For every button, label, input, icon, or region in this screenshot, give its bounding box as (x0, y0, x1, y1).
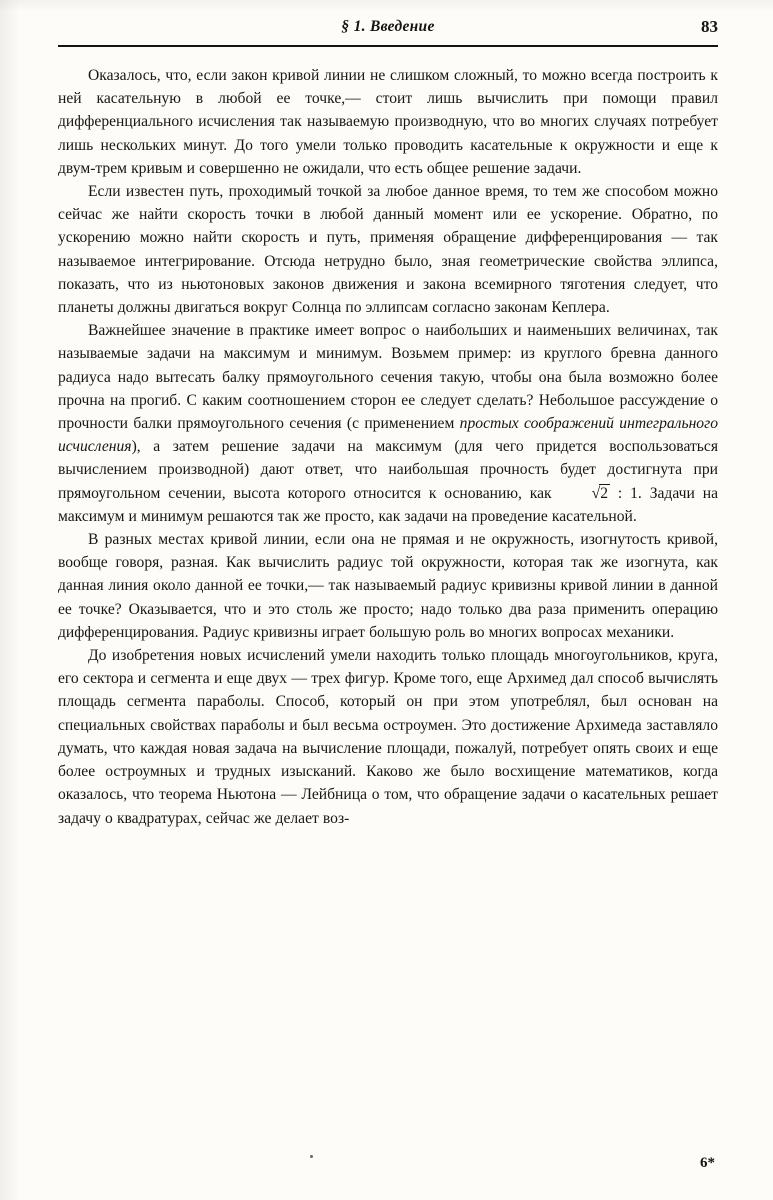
square-root-formula (559, 482, 610, 505)
page-header (58, 18, 718, 40)
paragraph-2: Если известен путь, проходимый точкой за любое данное время, то тем же способом можно сейчас же найти скорость точки в любой данный момент или ее ускорение. Обратно, по ускорению можно найти скорость и путь, применяя обращение дифференцирования — так называемое интегрирование. Отсюда нетрудно было, зная геометрические свойства эллипса, показать, что из ньютоновых законов движения и закона всемирного тяготения следует, что планеты должны двигаться вокруг Солнца по эллипсам согласно законам Кеплера. (58, 183, 718, 317)
running-head: § 1. Введение (341, 18, 435, 35)
paragraph-3-part-3: : 1. Задачи на максимум и минимум решаются так же просто, как задачи на проведение касательной. (58, 484, 718, 525)
page-content (58, 18, 718, 830)
paragraph-3-italic: простых соображений интегрального исчисления (58, 415, 718, 456)
signature-mark: 6* (700, 1155, 715, 1171)
radical-sign: √ (591, 484, 601, 502)
paragraph-4: В разных местах кривой линии, если она не прямая и не окружность, изогнутость кривой, вообще говоря, разная. Как вычислить радиус той окружности, которая так же изогнута, как данная линия около данной ее точки,— так называемый радиус кривизны кривой линии в данной ее точке? Оказывается, что и это столь же просто; надо только два раза применить операцию дифференцирования. Радиус кривизны играет большую роль во многих вопросах механики. (58, 531, 718, 641)
paragraph-1: Оказалось, что, если закон кривой линии не слишком сложный, то можно всегда построить к ней касательную в любой ее точке,— стоит лишь вычислить при помощи правил дифференциального исчисления так называемую производную, что во многих случаях потребует лишь нескольких минут. До того умели только проводить касательные к окружности и еще к двум-трем кривым и совершенно не ожидали, что есть общее решение задачи. (58, 67, 718, 177)
radicand: 2 (600, 484, 609, 502)
header-rule (58, 45, 718, 47)
paragraph-3-part-2: ), а затем решение задачи на максимум (для чего придется воспользоваться вычислением производной) дают ответ, что наибольшая прочность будет достигнута при прямоугольном сечении, высота которого относится к основанию, как (58, 438, 718, 502)
body-text (58, 64, 718, 830)
page-number: 83 (701, 17, 718, 36)
paragraph-3-part-1: Важнейшее значение в практике имеет вопрос о наибольших и наименьших величинах, так называемые задачи на максимум и минимум. Возьмем пример: из круглого бревна данного радиуса надо вытесать балку прямоугольного сечения такую, чтобы она была возможно более прочна на прогиб. С каким соотношением сторон ее следует сделать? Небольшое рассуждение о прочности балки прямоугольного сечения (с применением (58, 322, 718, 433)
footer-dot (310, 1155, 313, 1158)
paragraph-5: До изобретения новых исчислений умели находить только площадь многоугольников, круга, его сектора и сегмента и еще двух — трех фигур. Кроме того, еще Архимед дал способ вычислять площадь сегмента параболы. Способ, который он при этом употреблял, был основан на специальных свойствах параболы и был весьма остроумен. Это достижение Архимеда заставляло думать, что каждая новая задача на вычисление площади, пожалуй, потребует опять своих и еще более остроумных и трудных изысканий. Каково же было восхищение математиков, когда оказалось, что теорема Ньютона — Лейбница о том, что обращение задачи о касательных решает задачу о квадратурах, сейчас же делает воз- (58, 647, 718, 827)
paragraph-3 (58, 319, 718, 528)
scan-edge-left (0, 0, 20, 1200)
scan-edge-top (0, 0, 773, 12)
